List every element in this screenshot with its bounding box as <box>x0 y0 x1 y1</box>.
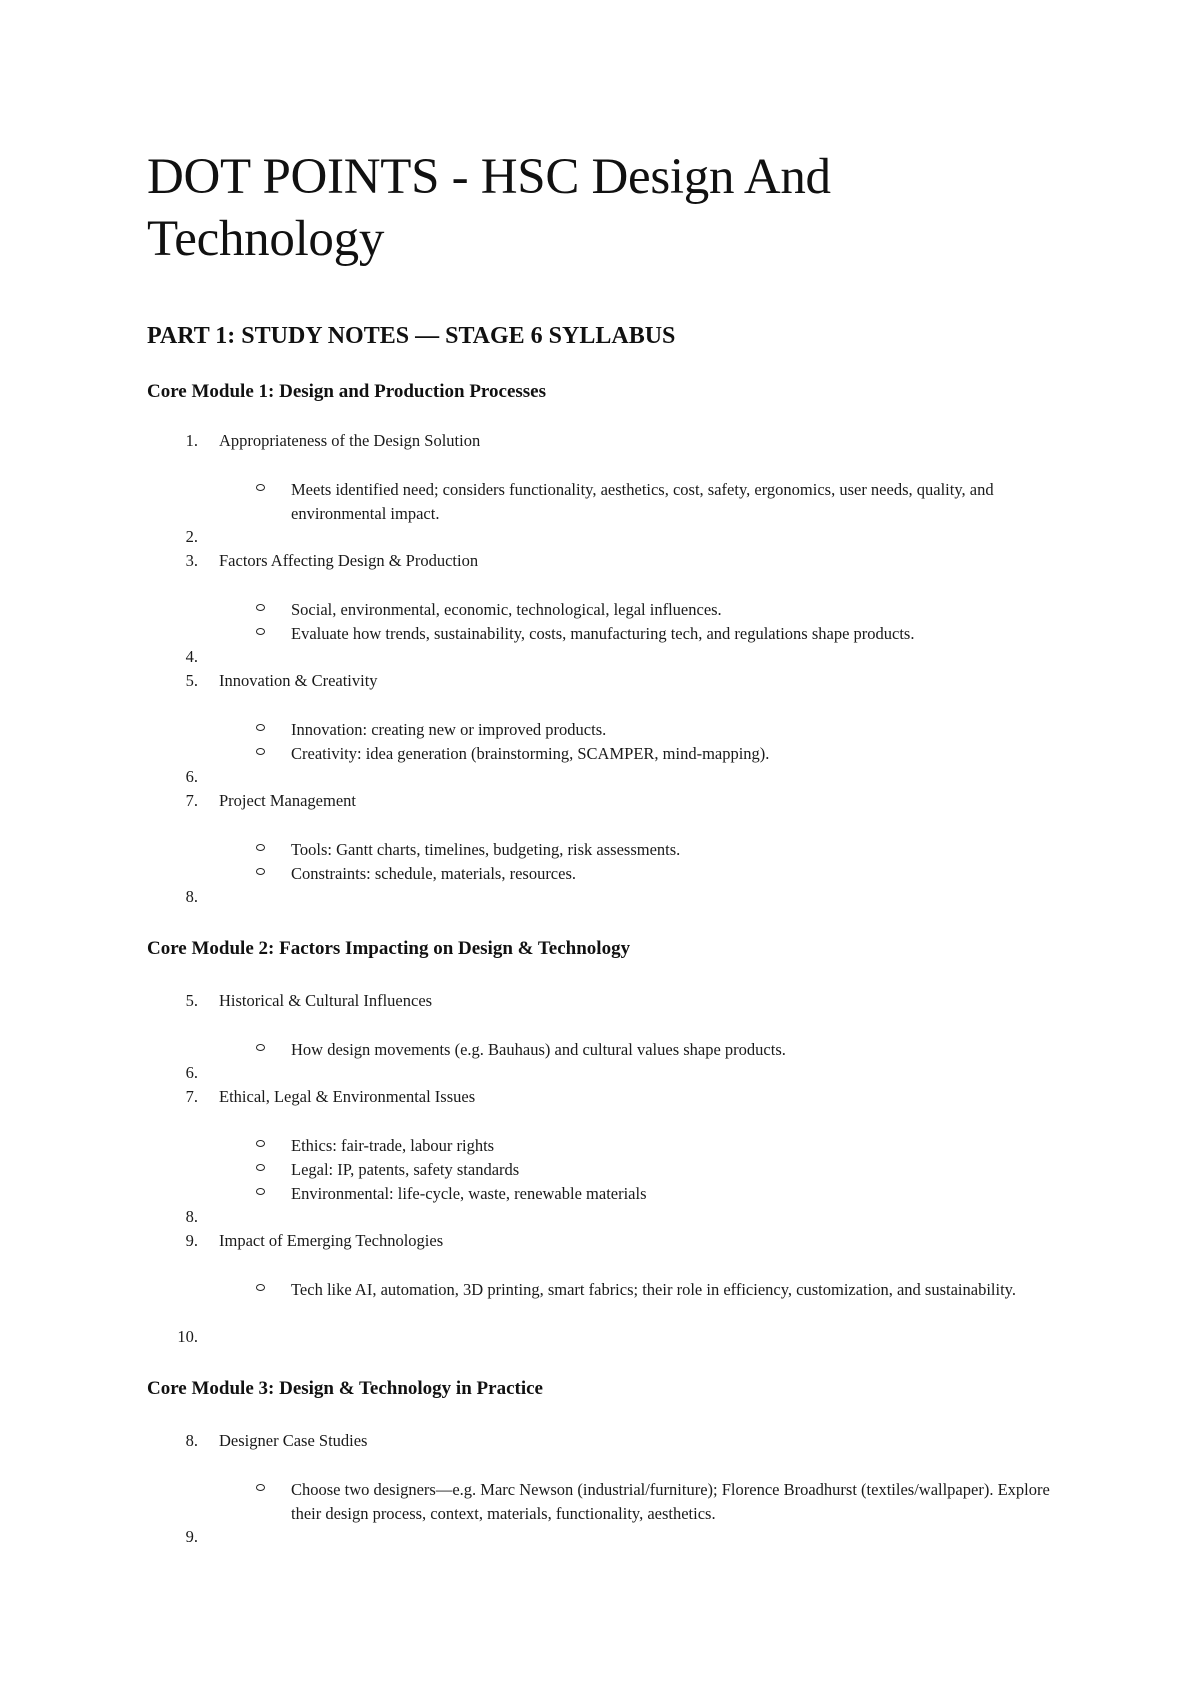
bullet-text: Social, environmental, economic, technological, legal influences. <box>291 600 722 619</box>
hollow-bullet-icon <box>256 1484 265 1491</box>
item-number: 8. <box>185 1207 198 1226</box>
item-number: 5. <box>185 671 198 690</box>
item-number: 8. <box>185 1431 198 1450</box>
module-2-heading: Core Module 2: Factors Impacting on Design & Technology <box>147 938 631 959</box>
item-text: Project Management <box>219 791 356 810</box>
item-text: Factors Affecting Design & Production <box>219 551 479 570</box>
item-text: Ethical, Legal & Environmental Issues <box>219 1087 476 1106</box>
bullet-text: Ethics: fair-trade, labour rights <box>291 1136 495 1155</box>
bullet-text: Constraints: schedule, materials, resources. <box>291 864 577 883</box>
hollow-bullet-icon <box>256 1284 265 1291</box>
module-1-heading: Core Module 1: Design and Production Processes <box>147 381 546 402</box>
item-number: 8. <box>185 887 198 906</box>
hollow-bullet-icon <box>256 1044 265 1051</box>
item-number: 5. <box>185 991 198 1010</box>
hollow-bullet-icon <box>256 628 265 635</box>
module-3-heading: Core Module 3: Design & Technology in Practice <box>147 1378 543 1399</box>
item-number: 6. <box>185 767 198 786</box>
hollow-bullet-icon <box>256 868 265 875</box>
item-text: Appropriateness of the Design Solution <box>219 431 481 450</box>
hollow-bullet-icon <box>256 604 265 611</box>
item-number: 7. <box>185 791 198 810</box>
item-number: 7. <box>185 1087 198 1106</box>
bullet-text: Choose two designers—e.g. Marc Newson (industrial/furniture); Florence Broadhurst (textiles/wallpaper). Explore their design process, context, materials, functionality, aesthetics. <box>291 1480 1050 1523</box>
item-text: Impact of Emerging Technologies <box>219 1231 444 1250</box>
hollow-bullet-icon <box>256 484 265 491</box>
bullet-text: Tech like AI, automation, 3D printing, smart fabrics; their role in efficiency, customization, and sustainability. <box>291 1280 1016 1299</box>
item-number: 4. <box>185 647 198 666</box>
item-number: 1. <box>185 431 198 450</box>
document-title: DOT POINTS - HSC Design And Technology <box>147 149 831 267</box>
bullet-text: Innovation: creating new or improved products. <box>291 720 607 739</box>
hollow-bullet-icon <box>256 1164 265 1171</box>
hollow-bullet-icon <box>256 1188 265 1195</box>
bullet-text: Evaluate how trends, sustainability, costs, manufacturing tech, and regulations shape products. <box>291 624 915 643</box>
item-number: 2. <box>185 527 198 546</box>
hollow-bullet-icon <box>256 1140 265 1147</box>
hollow-bullet-icon <box>256 844 265 851</box>
item-number: 10. <box>177 1327 198 1346</box>
bullet-text: Meets identified need; considers functionality, aesthetics, cost, safety, ergonomics, user needs, quality, and environmental impact. <box>291 480 994 523</box>
hollow-bullet-icon <box>256 724 265 731</box>
item-text: Historical & Cultural Influences <box>219 991 433 1010</box>
part-heading: PART 1: STUDY NOTES — STAGE 6 SYLLABUS <box>147 323 676 349</box>
bullet-text: Legal: IP, patents, safety standards <box>291 1160 520 1179</box>
item-number: 9. <box>185 1527 198 1546</box>
bullet-text: Tools: Gantt charts, timelines, budgeting, risk assessments. <box>291 840 681 859</box>
item-text: Designer Case Studies <box>219 1431 368 1450</box>
item-number: 3. <box>185 551 198 570</box>
bullet-text: Environmental: life-cycle, waste, renewable materials <box>291 1184 647 1203</box>
item-number: 6. <box>185 1063 198 1082</box>
bullet-text: How design movements (e.g. Bauhaus) and cultural values shape products. <box>291 1040 786 1059</box>
hollow-bullet-icon <box>256 748 265 755</box>
item-number: 9. <box>185 1231 198 1250</box>
bullet-text: Creativity: idea generation (brainstorming, SCAMPER, mind-mapping). <box>291 744 770 763</box>
item-text: Innovation & Creativity <box>219 671 378 690</box>
